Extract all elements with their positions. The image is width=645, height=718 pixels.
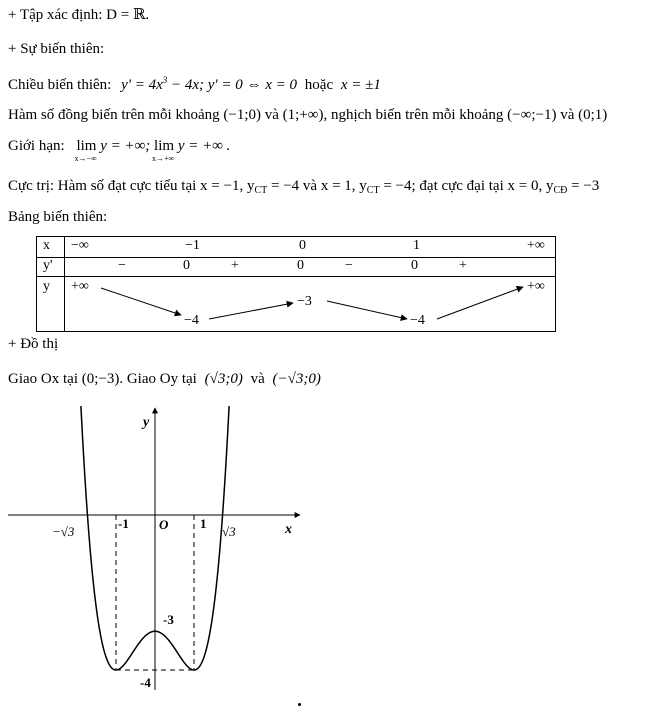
y-prime-label: y' xyxy=(43,258,53,273)
sign: − xyxy=(118,258,126,273)
x-value: −1 xyxy=(185,238,200,253)
y-value: −4 xyxy=(184,313,199,328)
stray-dot xyxy=(298,703,301,706)
tick-label: 1 xyxy=(200,516,207,531)
variation-arrows xyxy=(65,277,555,331)
domain-heading: + Tập xác định: D = ℝ. xyxy=(8,7,150,23)
sign: 0 xyxy=(297,258,304,273)
x-label: x xyxy=(43,238,50,253)
arrow-down xyxy=(101,288,181,315)
y-row xyxy=(65,277,555,331)
limit-1-expr: y = +∞; xyxy=(100,138,151,154)
limit-2-expr: y = +∞ . xyxy=(177,138,231,154)
direction-label: Chiều biến thiên: xyxy=(8,77,112,93)
arrow-up xyxy=(437,287,523,319)
limits-line xyxy=(8,137,231,163)
intercept-negative: (−√3;0) xyxy=(272,371,321,387)
or-word: hoặc xyxy=(304,77,334,93)
sign: + xyxy=(231,258,239,273)
x-value: +∞ xyxy=(527,238,545,253)
y-value: +∞ xyxy=(71,279,89,294)
intercepts-line: Giao Ox tại (0;−3). Giao Oy tại (√3;0) và (−√3;0) xyxy=(8,371,321,387)
tick-label: -1 xyxy=(118,516,129,531)
limit-1: lim x→−∞ xyxy=(74,138,97,163)
y-value: +∞ xyxy=(527,279,545,294)
x-value: 0 xyxy=(299,238,306,253)
sign: 0 xyxy=(183,258,190,273)
y-value: −4 xyxy=(410,313,425,328)
x-axis-label: x xyxy=(285,522,292,537)
sign: + xyxy=(459,258,467,273)
x-row xyxy=(65,237,555,257)
function-graph xyxy=(0,400,330,700)
variation-table xyxy=(36,236,556,332)
arrow-up xyxy=(209,303,293,319)
limits-label: Giới hạn: xyxy=(8,138,65,154)
y-mark-label: -4 xyxy=(140,675,151,690)
extrema-line: Cực trị: Hàm số đạt cực tiểu tại x = −1, $y_{CT} = -4$ và x = 1, $y_{CT} = -4$; đạt cực đại tại x = 0, $y_{CĐ} = -3$ xyxy=(8,178,600,196)
direction-line xyxy=(8,71,381,94)
arrow-down xyxy=(327,301,407,319)
intercept-positive: (√3;0) xyxy=(204,371,243,387)
sign-row xyxy=(65,258,555,276)
sign: − xyxy=(345,258,353,273)
table-heading: Bảng biến thiên: xyxy=(8,209,108,225)
tick-label: √3 xyxy=(222,524,236,539)
y-axis-label: y xyxy=(143,415,150,430)
roots-expr: x = ±1 xyxy=(340,77,381,93)
y-label: y xyxy=(43,279,50,294)
y-mark-label: -3 xyxy=(163,612,174,627)
x-value: −∞ xyxy=(71,238,89,253)
limit-2: lim x→+∞ xyxy=(152,138,175,163)
graph-heading: + Đồ thị xyxy=(8,336,59,352)
variation-heading: + Sự biến thiên: xyxy=(8,41,105,57)
derivative-expr: $y' = 4x^3 - 4x$; y' = 0 ⇔ x = 0 xyxy=(121,75,298,93)
origin-label: O xyxy=(159,517,169,532)
x-value: 1 xyxy=(413,238,420,253)
y-value: −3 xyxy=(297,294,312,309)
sign: 0 xyxy=(411,258,418,273)
tick-label: −√3 xyxy=(52,524,75,539)
monotonic-line: Hàm số đồng biến trên mỗi khoảng (−1;0) và (1;+∞), nghịch biến trên mỗi khoảng (−∞;−1) và (0;1) xyxy=(8,107,608,123)
